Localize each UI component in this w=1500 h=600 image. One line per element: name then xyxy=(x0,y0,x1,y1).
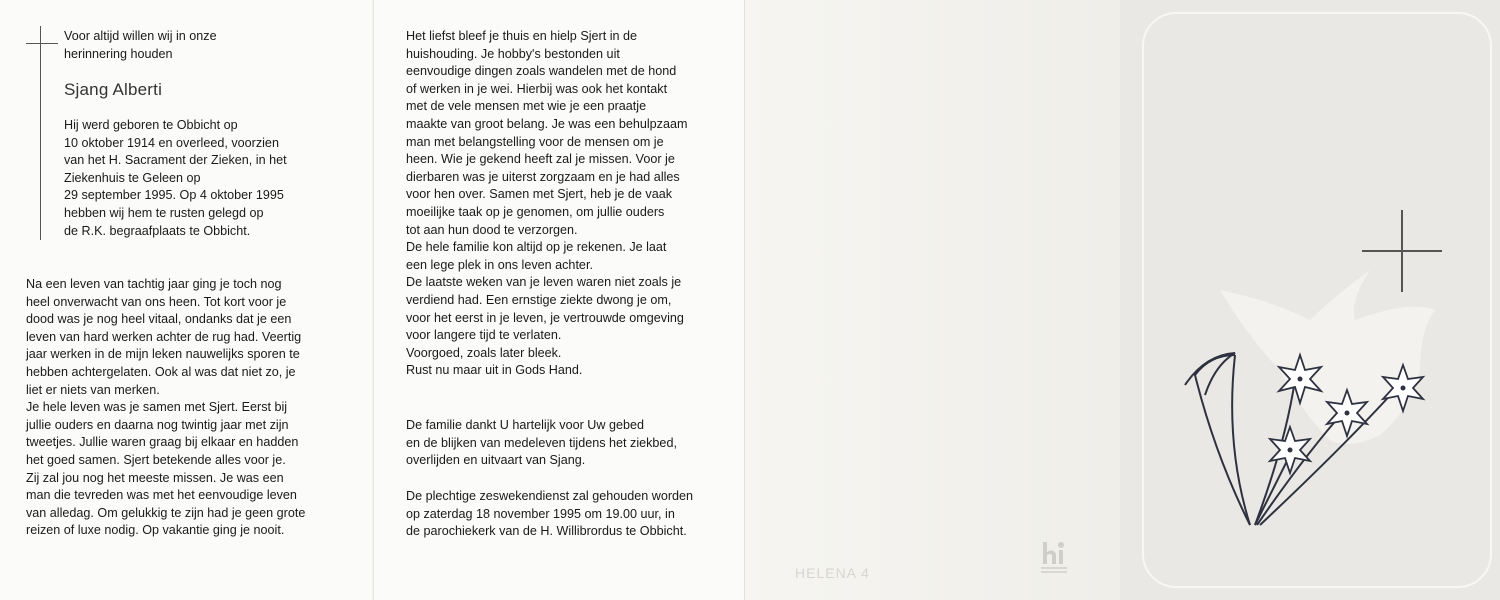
story-line: jullie ouders en daarna nog twintig jaar met zijn xyxy=(26,417,289,432)
story-line: Het liefst bleef je thuis en hielp Sjert in de xyxy=(406,29,638,43)
story-text-part-1 xyxy=(26,276,305,540)
story-line: De hele familie kon altijd op je rekenen. Je laat xyxy=(406,240,667,255)
story-line: leven van hard werken achter de rug had. Veertig xyxy=(26,329,302,344)
middle-page xyxy=(373,0,744,600)
story-line: of werken in je wei. Hierbij was ook het kontakt xyxy=(406,81,668,96)
lily-flowers-icon xyxy=(1175,335,1435,535)
bio-line: de R.K. begraafplaats te Obbicht. xyxy=(64,223,251,238)
deceased-name: Sjang Alberti xyxy=(64,80,163,99)
story-line: hebben achtergelaten. Ook al was dat niet zo, je xyxy=(26,364,296,379)
thanks-line: overlijden en uitvaart van Sjang. xyxy=(406,453,586,468)
service-line: de parochiekerk van de H. Willibrordus te Obbicht. xyxy=(406,524,687,539)
story-line: heel onverwacht van ons heen. Tot kort voor je xyxy=(26,294,287,309)
story-line: moeilijke taak op je genomen, om jullie ouders xyxy=(406,204,665,219)
bio-line: Ziekenhuis te Geleen op xyxy=(64,170,201,185)
story-line: eenvoudige dingen zoals wandelen met de hond xyxy=(406,64,677,79)
service-line: op zaterdag 18 november 1995 om 19.00 uur, in xyxy=(406,506,675,521)
story-line: dood was je nog heel vitaal, ondanks dat je een xyxy=(26,312,292,327)
printer-imprint: HELENA 4 xyxy=(795,565,870,581)
bio-line: van het H. Sacrament der Zieken, in het xyxy=(64,153,287,168)
thanks-line: De familie dankt U hartelijk voor Uw gebed xyxy=(406,418,644,432)
cross-horizontal-bar xyxy=(26,43,58,44)
story-line: met de vele mensen met wie je een praatje xyxy=(406,99,647,114)
story-line: Voorgoed, zoals later bleek. xyxy=(406,345,562,360)
bio-text xyxy=(64,117,287,240)
story-line: het goed samen. Sjert betekende alles voor je. xyxy=(26,452,286,467)
story-line: tweetjes. Jullie waren graag bij elkaar en hadden xyxy=(26,435,299,450)
service-line: De plechtige zeswekendienst zal gehouden worden xyxy=(406,489,694,503)
story-line: voor langere tijd te verlaten. xyxy=(406,328,562,343)
story-line: man met belangstelling voor de mensen om je xyxy=(406,134,664,149)
story-line: jaar werken in de mijn leken nauwelijks sporen te xyxy=(26,347,300,362)
story-line: een lege plek in ons leven achter. xyxy=(406,257,593,272)
cross-vertical-bar xyxy=(40,26,41,240)
story-line: liet er niets van merken. xyxy=(26,382,160,397)
story-line: De laatste weken van je leven waren niet zoals je xyxy=(406,275,682,290)
story-line: Je hele leven was je samen met Sjert. Eerst bij xyxy=(26,400,288,415)
bio-line: hebben wij hem te rusten gelegd op xyxy=(64,205,264,220)
story-line: dierbaren was je uiterst zorgzaam en je had alles xyxy=(406,169,680,184)
story-line: voor hen over. Samen met Sjert, heb je de vaak xyxy=(406,187,673,202)
story-line: van alledag. Om gelukkig te zijn had je geen grote xyxy=(26,505,306,520)
cover-cross-horizontal xyxy=(1362,250,1442,252)
story-line: voor het eerst in je leven, je vertrouwde omgeving xyxy=(406,310,684,325)
story-line: Zij zal jou nog het meeste missen. Je was een xyxy=(26,470,284,485)
service-text xyxy=(406,488,693,541)
story-line: tot aan hun dood te verzorgen. xyxy=(406,222,578,237)
bio-line: Hij werd geboren te Obbicht op xyxy=(64,118,238,132)
story-line: reizen of luxe nodig. Op vakantie ging je nooit. xyxy=(26,523,285,538)
intro-line: Voor altijd willen wij in onze xyxy=(64,29,217,43)
story-text-part-2 xyxy=(406,28,687,380)
story-line: huishouding. Je hobby's bestonden uit xyxy=(406,46,620,61)
bio-line: 29 september 1995. Op 4 oktober 1995 xyxy=(64,188,284,203)
story-line: heen. Wie je gekend heeft zal je missen. Voor je xyxy=(406,152,675,167)
story-line: man die tevreden was met het eenvoudige leven xyxy=(26,488,297,503)
bio-line: 10 oktober 1914 en overleed, voorzien xyxy=(64,135,279,150)
left-page xyxy=(0,0,372,600)
story-line: maakte van groot belang. Je was een behulpzaam xyxy=(406,116,688,131)
intro-text xyxy=(64,28,217,63)
story-line: verdiend had. Een ernstige ziekte dwong je om, xyxy=(406,292,672,307)
thanks-text xyxy=(406,417,677,470)
back-page xyxy=(744,0,1121,600)
printer-logo-icon xyxy=(1040,540,1068,576)
story-line: Na een leven van tachtig jaar ging je toch nog xyxy=(26,277,282,291)
story-line: Rust nu maar uit in Gods Hand. xyxy=(406,363,583,378)
thanks-line: en de blijken van medeleven tijdens het ziekbed, xyxy=(406,435,677,450)
intro-line: herinnering houden xyxy=(64,46,173,61)
